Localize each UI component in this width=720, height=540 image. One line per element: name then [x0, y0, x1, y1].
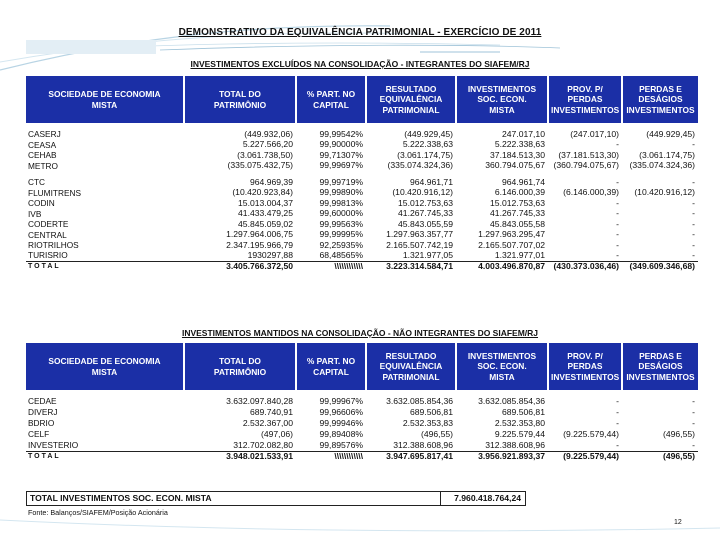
cell-company: FLUMITRENS: [28, 187, 82, 198]
grand-total-value: 7.960.418.764,24: [454, 493, 521, 503]
cell-total-equity: (3.061.738,50): [237, 150, 293, 160]
cell-losses-discounts: -: [692, 177, 695, 187]
cell-loss-provision: -: [616, 219, 619, 229]
cell-total-equity: 312.702.082,80: [233, 440, 293, 450]
cell-company: CODIN: [28, 198, 55, 209]
col-header-losses-discounts: PERDAS E DESÁGIOS INVESTIMENTOS: [622, 343, 698, 390]
cell-equity-result: 1.297.963.357,77: [386, 229, 453, 240]
col-header-capital-share: % PART. NO CAPITAL: [296, 76, 366, 123]
cell-total-equity: 1.297.964.006,75: [226, 229, 293, 240]
cell-losses-discounts: -: [692, 229, 695, 240]
section2-heading: INVESTIMENTOS MANTIDOS NA CONSOLIDAÇÃO - NÃO INTEGRANTES DO SIAFEM/RJ: [181, 328, 539, 338]
cell-company: IVB: [28, 208, 42, 219]
cell-total-equity: 3.948.021.533,91: [184, 451, 296, 462]
table-row: [26, 177, 698, 188]
cell-loss-provision: (430.373.036,46): [548, 261, 622, 272]
cell-loss-provision: -: [616, 208, 619, 219]
cell-equity-result: 15.012.753,63: [398, 198, 453, 208]
cell-investments: 6.146.000,39: [494, 187, 545, 198]
cell-investments: 2.165.507.707,02: [478, 240, 545, 250]
cell-losses-discounts: (449.929,45): [646, 129, 695, 139]
cell-equity-result: 2.532.353,83: [402, 418, 453, 429]
cell-company: BDRIO: [28, 418, 55, 429]
cell-losses-discounts: (10.420.916,12): [634, 187, 695, 198]
col-header-equity-result: RESULTADO EQUIVALÊNCIA PATRIMONIAL: [366, 343, 456, 390]
cell-company: CENTRAL: [28, 229, 67, 240]
total-row: [26, 451, 698, 462]
cell-investments: 4.003.496.870,87: [456, 261, 548, 272]
table-row: [26, 440, 698, 451]
col-header-total-equity: TOTAL DO PATRIMÔNIO: [184, 343, 296, 390]
cell-capital-share: \\\\\\\\\\\\: [296, 261, 366, 272]
cell-equity-result: (449.929,45): [404, 129, 453, 139]
cell-capital-share: 99,60000%: [319, 208, 363, 219]
table-row: [26, 209, 698, 220]
cell-loss-provision: (6.146.000,39): [563, 187, 619, 198]
cell-company: CASERJ: [28, 129, 61, 140]
cell-losses-discounts: (496,55): [662, 429, 695, 440]
col-header-investments: INVESTIMENTOS SOC. ECON. MISTA: [456, 76, 548, 123]
table-row: [26, 418, 698, 429]
cell-capital-share: 99,99813%: [319, 198, 363, 208]
col-header-loss-provision: PROV. P/ PERDAS INVESTIMENTOS: [548, 343, 622, 390]
cell-company: CODERTE: [28, 219, 69, 230]
cell-equity-result: 3.632.085.854,36: [386, 396, 453, 407]
table-row: [26, 240, 698, 251]
cell-loss-provision: -: [616, 139, 619, 150]
col-header-loss-provision: PROV. P/ PERDAS INVESTIMENTOS: [548, 76, 622, 123]
cell-capital-share: 99,89576%: [319, 440, 363, 450]
cell-equity-result: 5.222.338,63: [402, 139, 453, 150]
cell-company: CEDAE: [28, 396, 57, 407]
excluded-investments-table: [26, 76, 698, 272]
total-row: [26, 261, 698, 272]
cell-investments: 3.956.921.893,37: [456, 451, 548, 462]
cell-loss-provision: -: [616, 177, 619, 187]
cell-loss-provision: -: [616, 418, 619, 429]
cell-total-equity: 5.227.566,20: [242, 139, 293, 150]
cell-losses-discounts: -: [692, 208, 695, 219]
cell-losses-discounts: (335.074.324,36): [629, 160, 695, 171]
cell-loss-provision: (37.181.513,30): [558, 150, 619, 160]
table-row: [26, 161, 698, 172]
cell-total-label: TOTAL: [26, 261, 184, 272]
cell-total-equity: 689.740,91: [249, 407, 293, 418]
cell-losses-discounts: -: [692, 407, 695, 418]
col-header-equity-result: RESULTADO EQUIVALÊNCIA PATRIMONIAL: [366, 76, 456, 123]
page-title: DEMONSTRATIVO DA EQUIVALÊNCIA PATRIMONIAL - EXERCÍCIO DE 2011: [178, 27, 542, 38]
cell-capital-share: 99,96606%: [319, 407, 363, 418]
cell-investments: 9.225.579,44: [494, 429, 545, 440]
cell-equity-result: 1.321.977,05: [402, 250, 453, 261]
cell-capital-share: 99,99542%: [319, 129, 363, 139]
cell-total-equity: (497,06): [260, 429, 293, 440]
cell-company: CELF: [28, 429, 50, 440]
cell-losses-discounts: -: [692, 139, 695, 150]
cell-company: METRO: [28, 160, 58, 171]
table-row: [26, 150, 698, 161]
table-row: [26, 140, 698, 151]
cell-losses-discounts: -: [692, 219, 695, 229]
cell-total-equity: 15.013.004,37: [238, 198, 293, 208]
maintained-investments-table: [26, 343, 698, 462]
cell-total-label: TOTAL: [26, 451, 184, 462]
cell-company: INVESTERIO: [28, 440, 79, 451]
col-header-losses-discounts: PERDAS E DESÁGIOS INVESTIMENTOS: [622, 76, 698, 123]
cell-total-equity: 964.969,39: [249, 177, 293, 187]
cell-equity-result: 689.506,81: [409, 407, 453, 418]
cell-capital-share: 99,99995%: [319, 229, 363, 240]
cell-equity-result: (3.061.174,75): [397, 150, 453, 160]
cell-total-equity: 2.532.367,00: [242, 418, 293, 429]
cell-total-equity: (449.932,06): [244, 129, 293, 139]
cell-company: CTC: [28, 177, 46, 188]
col-header-company: SOCIEDADE DE ECONOMIA MISTA: [26, 343, 184, 390]
cell-capital-share: 99,99719%: [319, 177, 363, 187]
cell-total-equity: (10.420.923,84): [232, 187, 293, 198]
cell-capital-share: 99,89408%: [319, 429, 363, 440]
cell-equity-result: 45.843.055,59: [398, 219, 453, 229]
cell-company: CEASA: [28, 139, 57, 150]
table-row: [26, 129, 698, 140]
cell-investments: 689.506,81: [501, 407, 545, 418]
cell-loss-provision: (360.794.075,67): [553, 160, 619, 171]
cell-investments: 5.222.338,63: [494, 139, 545, 150]
cell-capital-share: 92,25935%: [319, 240, 363, 250]
cell-total-equity: 41.433.479,25: [238, 208, 293, 219]
cell-capital-share: 99,99697%: [319, 160, 363, 171]
cell-losses-discounts: -: [692, 418, 695, 429]
col-header-company: SOCIEDADE DE ECONOMIA MISTA: [26, 76, 184, 123]
page-number: 12: [674, 519, 682, 526]
cell-loss-provision: -: [616, 250, 619, 261]
cell-company: CEHAB: [28, 150, 57, 161]
cell-capital-share: \\\\\\\\\\\\: [296, 451, 366, 462]
cell-equity-result: 41.267.745,33: [398, 208, 453, 219]
cell-losses-discounts: -: [692, 396, 695, 407]
cell-losses-discounts: -: [692, 250, 695, 261]
cell-loss-provision: (9.225.579,44): [548, 451, 622, 462]
cell-investments: 1.297.963.295,47: [478, 229, 545, 240]
cell-investments: 964.961,74: [501, 177, 545, 187]
cell-capital-share: 68,48565%: [319, 250, 363, 261]
table-row: [26, 396, 698, 407]
cell-total-equity: 3.405.766.372,50: [184, 261, 296, 272]
cell-loss-provision: (9.225.579,44): [563, 429, 619, 440]
cell-investments: 3.632.085.854,36: [478, 396, 545, 407]
cell-losses-discounts: -: [692, 240, 695, 250]
cell-investments: 15.012.753,63: [490, 198, 545, 208]
cell-loss-provision: -: [616, 198, 619, 208]
cell-capital-share: 99,90000%: [319, 139, 363, 150]
table-header-row: [26, 76, 698, 123]
cell-loss-provision: (247.017,10): [570, 129, 619, 139]
cell-total-equity: 2.347.195.966,79: [226, 240, 293, 250]
cell-equity-result: 964.961,71: [409, 177, 453, 187]
table-row: [26, 407, 698, 418]
cell-capital-share: 99,99967%: [319, 396, 363, 407]
cell-capital-share: 99,99890%: [319, 187, 363, 198]
cell-total-equity: (335.075.432,75): [227, 160, 293, 171]
col-header-total-equity: TOTAL DO PATRIMÔNIO: [184, 76, 296, 123]
cell-capital-share: 99,99946%: [319, 418, 363, 429]
section1-heading: INVESTIMENTOS EXCLUÍDOS NA CONSOLIDAÇÃO - INTEGRANTES DO SIAFEM/RJ: [190, 59, 530, 69]
grand-total-box: [26, 491, 526, 506]
cell-loss-provision: -: [616, 240, 619, 250]
table-row: [26, 251, 698, 262]
cell-total-equity: 45.845.059,02: [238, 219, 293, 229]
source-note: Fonte: Balanços/SIAFEM/Posição Acionária: [28, 508, 168, 517]
cell-equity-result: (10.420.916,12): [392, 187, 453, 198]
table-row: [26, 230, 698, 241]
table-row: [26, 188, 698, 199]
table-row: [26, 219, 698, 230]
col-header-capital-share: % PART. NO CAPITAL: [296, 343, 366, 390]
cell-loss-provision: -: [616, 229, 619, 240]
cell-capital-share: 99,71307%: [319, 150, 363, 160]
cell-investments: 41.267.745,33: [490, 208, 545, 219]
cell-investments: 312.388.608,96: [485, 440, 545, 450]
cell-loss-provision: -: [616, 440, 619, 450]
cell-investments: 247.017,10: [501, 129, 545, 139]
table-row: [26, 198, 698, 209]
cell-investments: 37.184.513,30: [490, 150, 545, 160]
cell-company: RIOTRILHOS: [28, 240, 79, 251]
cell-company: TURISRIO: [28, 250, 68, 261]
cell-losses-discounts: (349.609.346,68): [622, 261, 698, 272]
cell-company: DIVERJ: [28, 407, 58, 418]
col-header-investments: INVESTIMENTOS SOC. ECON. MISTA: [456, 343, 548, 390]
cell-loss-provision: -: [616, 396, 619, 407]
cell-equity-result: 312.388.608,96: [393, 440, 453, 450]
cell-equity-result: 2.165.507.742,19: [386, 240, 453, 250]
cell-total-equity: 3.632.097.840,28: [226, 396, 293, 407]
cell-equity-result: 3.947.695.817,41: [366, 451, 456, 462]
table-row: [26, 429, 698, 440]
cell-losses-discounts: (3.061.174,75): [639, 150, 695, 160]
cell-equity-result: (335.074.324,36): [387, 160, 453, 171]
table-header-row: [26, 343, 698, 390]
cell-investments: 360.794.075,67: [485, 160, 545, 171]
cell-total-equity: 1930297,88: [247, 250, 293, 261]
cell-investments: 2.532.353,80: [494, 418, 545, 429]
grand-total-label: TOTAL INVESTIMENTOS SOC. ECON. MISTA: [27, 492, 441, 505]
cell-losses-discounts: -: [692, 440, 695, 450]
cell-equity-result: (496,55): [420, 429, 453, 440]
cell-losses-discounts: -: [692, 198, 695, 208]
cell-capital-share: 99,99563%: [319, 219, 363, 229]
cell-losses-discounts: (496,55): [622, 451, 698, 462]
cell-investments: 1.321.977,01: [494, 250, 545, 261]
cell-equity-result: 3.223.314.584,71: [366, 261, 456, 272]
cell-loss-provision: -: [616, 407, 619, 418]
cell-investments: 45.843.055,58: [490, 219, 545, 229]
